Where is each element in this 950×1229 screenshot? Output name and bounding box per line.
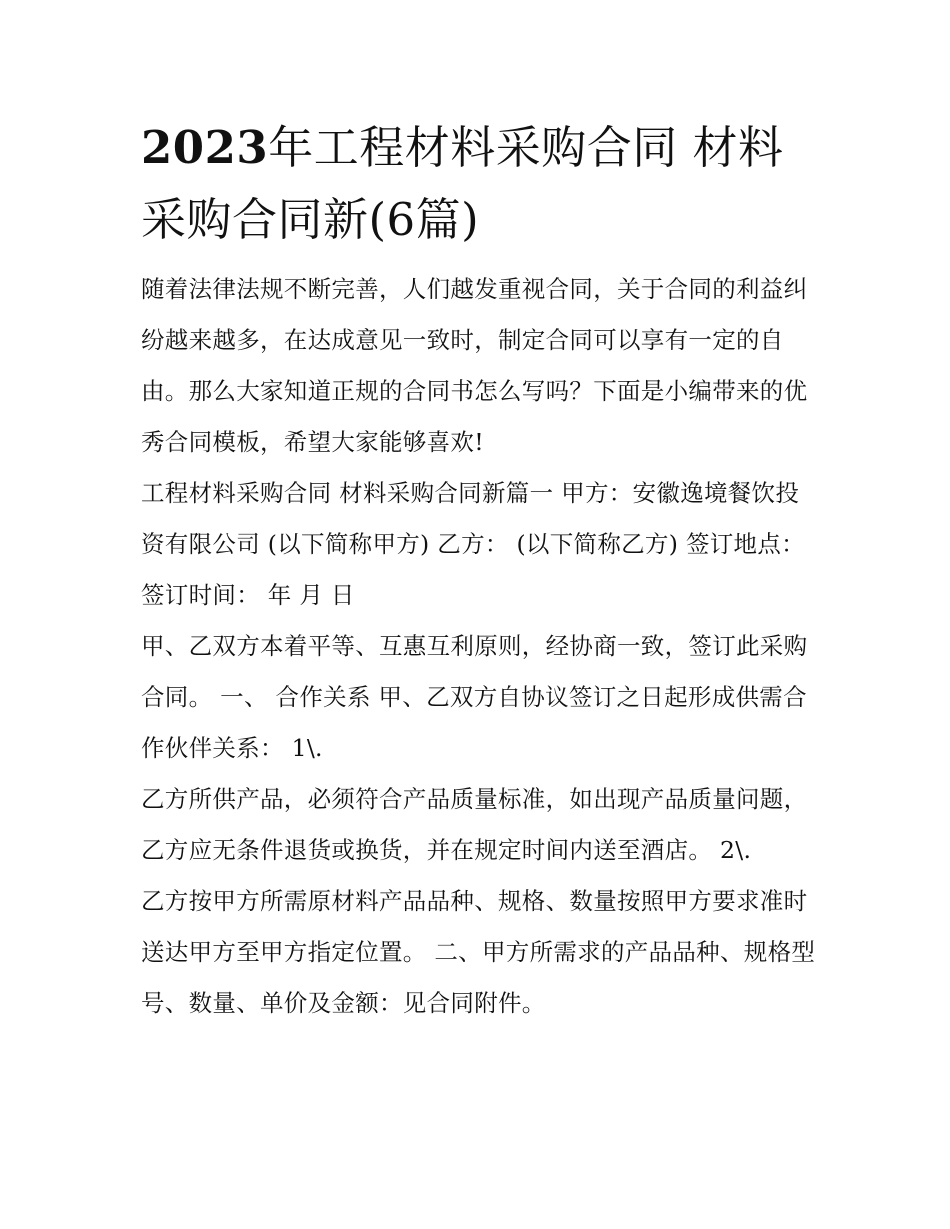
contract-parties-paragraph: 工程材料采购合同 材料采购合同新篇一 甲方：安徽逸境餐饮投资有限公司 (以下简称甲方) 乙方： (以下简称乙方) 签订地点： 签订时间： 年 月 日: [141, 479, 805, 609]
document-title: 2023年工程材料采购合同 材料采购合同新(6篇): [141, 121, 784, 246]
delivery-paragraph: 乙方按甲方所需原材料产品品种、规格、数量按照甲方要求准时送达甲方至甲方指定位置。 二、甲方所需求的产品品种、规格型号、数量、单价及金额：见合同附件。: [141, 887, 816, 1017]
intro-paragraph: 随着法律法规不断完善，人们越发重视合同，关于合同的利益纠纷越来越多，在达成意见一致时，制定合同可以享有一定的自由。那么大家知道正规的合同书怎么写吗？下面是小编带来的优秀合同模板，希望大家能够喜欢!: [141, 275, 808, 456]
title-year: 2023: [141, 121, 269, 174]
cooperation-paragraph: 甲、乙双方本着平等、互惠互利原则，经协商一致，签订此采购合同。 一、 合作关系 甲、乙双方自协议签订之日起形成供需合作伙伴关系： 1\.: [141, 632, 808, 762]
quality-paragraph: 乙方所供产品，必须符合产品质量标准，如出现产品质量问题，乙方应无条件退货或换货，并在规定时间内送至酒店。 2\.: [141, 785, 808, 864]
document-page: [141, 112, 816, 1029]
